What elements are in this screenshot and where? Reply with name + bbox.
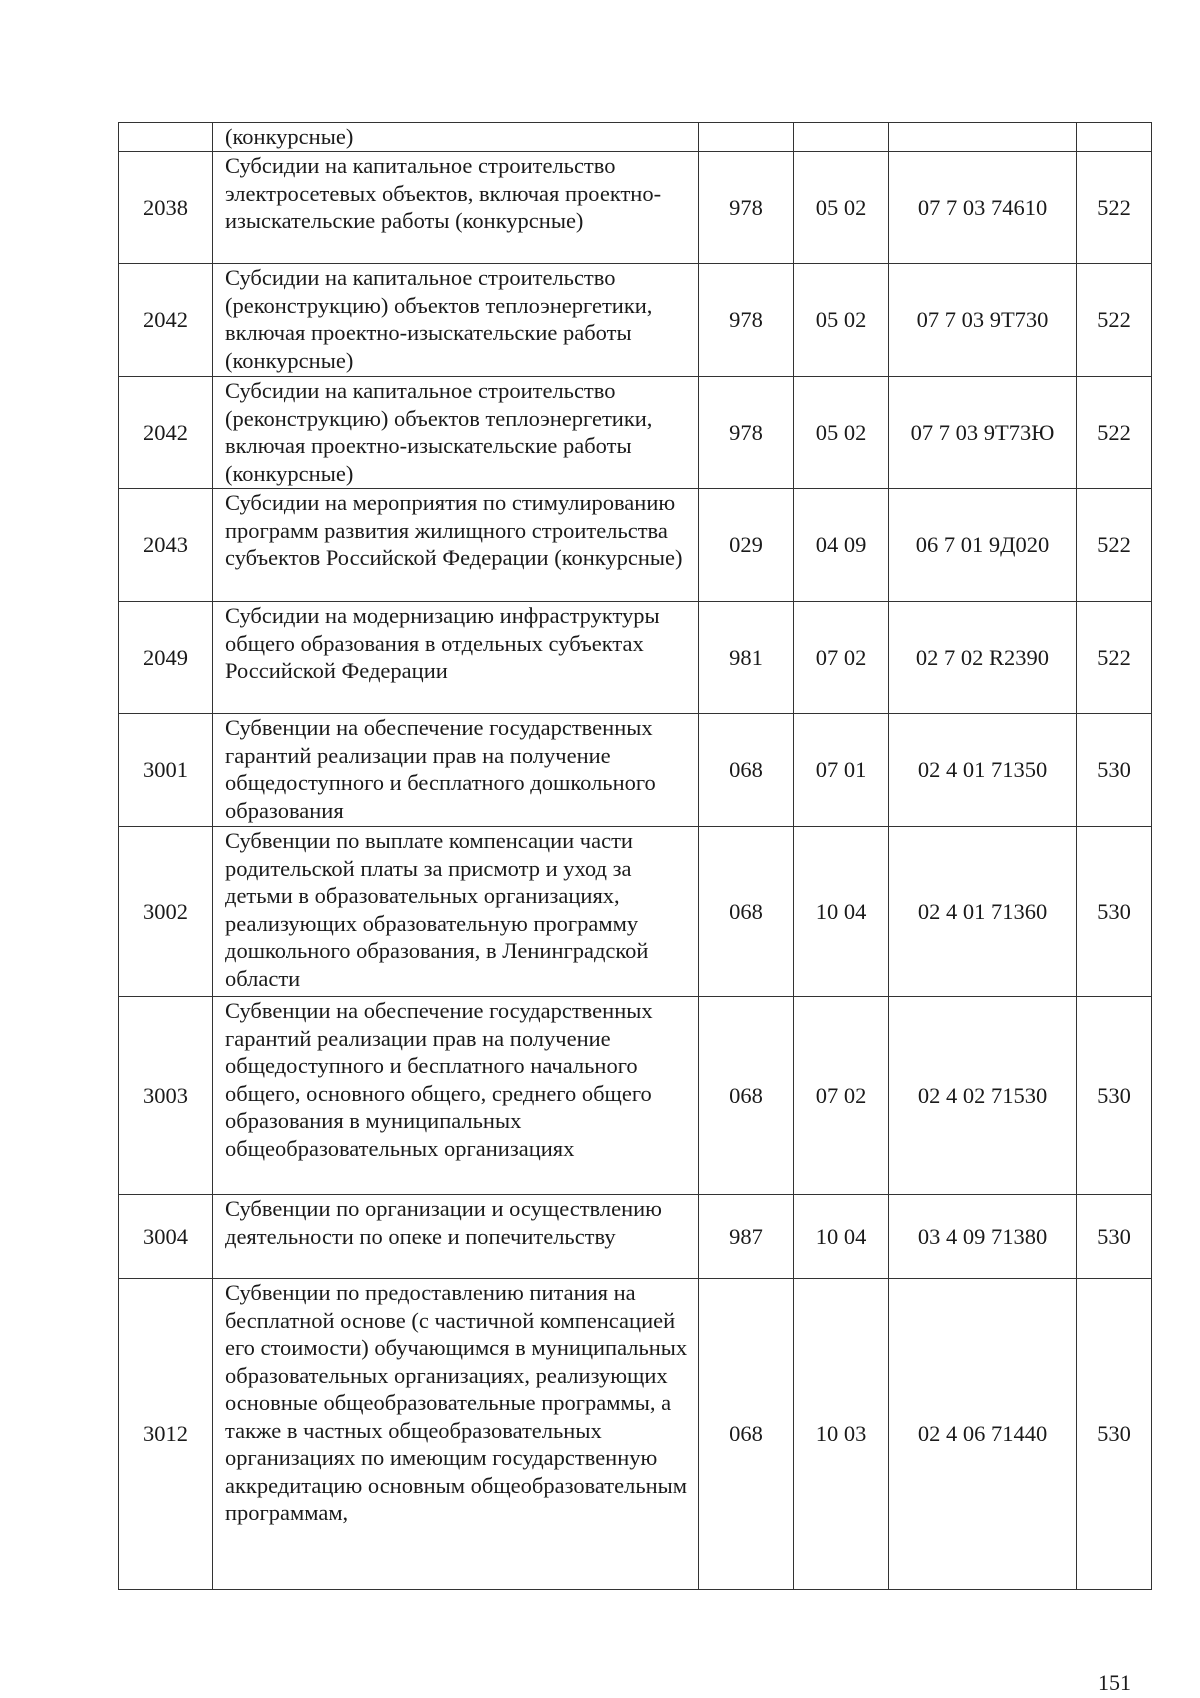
row-expense-type-cell bbox=[1077, 123, 1152, 152]
table-row bbox=[119, 489, 1152, 602]
table-row bbox=[119, 152, 1152, 264]
row-chapter-cell: 068 bbox=[699, 1279, 794, 1590]
row-expense-type-cell: 522 bbox=[1077, 152, 1152, 264]
row-section-cell: 05 02 bbox=[794, 264, 889, 377]
row-chapter-cell: 978 bbox=[699, 264, 794, 377]
row-code-cell: 2042 bbox=[119, 264, 213, 377]
row-description-cell: Субвенции на обеспечение государственных гарантий реализации прав на получение общедоступного и бесплатного дошкольного образования bbox=[213, 714, 699, 827]
row-code-cell: 3001 bbox=[119, 714, 213, 827]
row-target-article-cell: 02 4 01 71360 bbox=[889, 827, 1077, 997]
row-section-cell: 10 03 bbox=[794, 1279, 889, 1590]
row-expense-type-cell: 530 bbox=[1077, 1195, 1152, 1279]
row-chapter-cell: 978 bbox=[699, 377, 794, 489]
row-expense-type-cell: 530 bbox=[1077, 1279, 1152, 1590]
table-row bbox=[119, 827, 1152, 997]
row-chapter-cell: 978 bbox=[699, 152, 794, 264]
row-target-article-cell bbox=[889, 123, 1077, 152]
row-description-cell: Субвенции на обеспечение государственных гарантий реализации прав на получение общедоступного и бесплатного начального общего, основного общего, среднего общего образования в муниципальных общеобразовательных организациях bbox=[213, 997, 699, 1195]
row-description-cell: (конкурсные) bbox=[213, 123, 699, 152]
row-code-cell: 3004 bbox=[119, 1195, 213, 1279]
row-section-cell: 04 09 bbox=[794, 489, 889, 602]
row-code-cell: 2042 bbox=[119, 377, 213, 489]
table-row bbox=[119, 1195, 1152, 1279]
row-expense-type-cell: 522 bbox=[1077, 377, 1152, 489]
row-section-cell: 07 02 bbox=[794, 602, 889, 714]
row-expense-type-cell: 522 bbox=[1077, 264, 1152, 377]
row-description-cell: Субсидии на капитальное строительство (реконструкцию) объектов теплоэнергетики, включая проектно-изыскательские работы (конкурсные) bbox=[213, 264, 699, 377]
row-section-cell: 10 04 bbox=[794, 1195, 889, 1279]
row-chapter-cell: 068 bbox=[699, 714, 794, 827]
row-description-cell: Субвенции по организации и осуществлению деятельности по опеке и попечительству bbox=[213, 1195, 699, 1279]
row-chapter-cell bbox=[699, 123, 794, 152]
table-row bbox=[119, 602, 1152, 714]
row-target-article-cell: 03 4 09 71380 bbox=[889, 1195, 1077, 1279]
table-row bbox=[119, 377, 1152, 489]
row-code-cell: 3003 bbox=[119, 997, 213, 1195]
row-expense-type-cell: 530 bbox=[1077, 827, 1152, 997]
row-chapter-cell: 029 bbox=[699, 489, 794, 602]
row-code-cell: 2049 bbox=[119, 602, 213, 714]
row-section-cell: 10 04 bbox=[794, 827, 889, 997]
row-target-article-cell: 07 7 03 9Т730 bbox=[889, 264, 1077, 377]
table-row bbox=[119, 123, 1152, 152]
budget-classification-table bbox=[118, 122, 1152, 1590]
row-section-cell: 05 02 bbox=[794, 152, 889, 264]
table-row bbox=[119, 264, 1152, 377]
row-expense-type-cell: 530 bbox=[1077, 714, 1152, 827]
row-target-article-cell: 02 4 01 71350 bbox=[889, 714, 1077, 827]
row-description-cell: Субсидии на капитальное строительство электросетевых объектов, включая проектно-изыскательские работы (конкурсные) bbox=[213, 152, 699, 264]
row-target-article-cell: 07 7 03 74610 bbox=[889, 152, 1077, 264]
table-row bbox=[119, 714, 1152, 827]
row-chapter-cell: 987 bbox=[699, 1195, 794, 1279]
row-description-cell: Субвенции по выплате компенсации части родительской платы за присмотр и уход за детьми в образовательных организациях, реализующих образовательную программу дошкольного образования, в Ленинградской области bbox=[213, 827, 699, 997]
row-section-cell: 07 02 bbox=[794, 997, 889, 1195]
row-target-article-cell: 07 7 03 9Т73Ю bbox=[889, 377, 1077, 489]
row-code-cell: 2043 bbox=[119, 489, 213, 602]
row-chapter-cell: 068 bbox=[699, 827, 794, 997]
row-expense-type-cell: 522 bbox=[1077, 489, 1152, 602]
table-row bbox=[119, 997, 1152, 1195]
row-target-article-cell: 02 4 06 71440 bbox=[889, 1279, 1077, 1590]
row-expense-type-cell: 530 bbox=[1077, 997, 1152, 1195]
row-chapter-cell: 981 bbox=[699, 602, 794, 714]
row-target-article-cell: 06 7 01 9Д020 bbox=[889, 489, 1077, 602]
row-code-cell: 3002 bbox=[119, 827, 213, 997]
table-row bbox=[119, 1279, 1152, 1590]
row-description-cell: Субвенции по предоставлению питания на бесплатной основе (с частичной компенсацией его стоимости) обучающимся в муниципальных образовательных организациях, реализующих основные общеобразовательные программы, а также в частных общеобразовательных организациях по имеющим государственную аккредитацию основным общеобразовательным программам, bbox=[213, 1279, 699, 1590]
row-code-cell: 2038 bbox=[119, 152, 213, 264]
row-description-cell: Субсидии на мероприятия по стимулированию программ развития жилищного строительства субъектов Российской Федерации (конкурсные) bbox=[213, 489, 699, 602]
row-expense-type-cell: 522 bbox=[1077, 602, 1152, 714]
row-code-cell bbox=[119, 123, 213, 152]
row-code-cell: 3012 bbox=[119, 1279, 213, 1590]
row-chapter-cell: 068 bbox=[699, 997, 794, 1195]
row-section-cell bbox=[794, 123, 889, 152]
row-target-article-cell: 02 4 02 71530 bbox=[889, 997, 1077, 1195]
row-description-cell: Субсидии на модернизацию инфраструктуры общего образования в отдельных субъектах Российской Федерации bbox=[213, 602, 699, 714]
row-section-cell: 05 02 bbox=[794, 377, 889, 489]
row-section-cell: 07 01 bbox=[794, 714, 889, 827]
row-target-article-cell: 02 7 02 R2390 bbox=[889, 602, 1077, 714]
page-number: 151 bbox=[1098, 1670, 1131, 1695]
row-description-cell: Субсидии на капитальное строительство (реконструкцию) объектов теплоэнергетики, включая проектно-изыскательские работы (конкурсные) bbox=[213, 377, 699, 489]
table-body bbox=[119, 123, 1152, 1590]
